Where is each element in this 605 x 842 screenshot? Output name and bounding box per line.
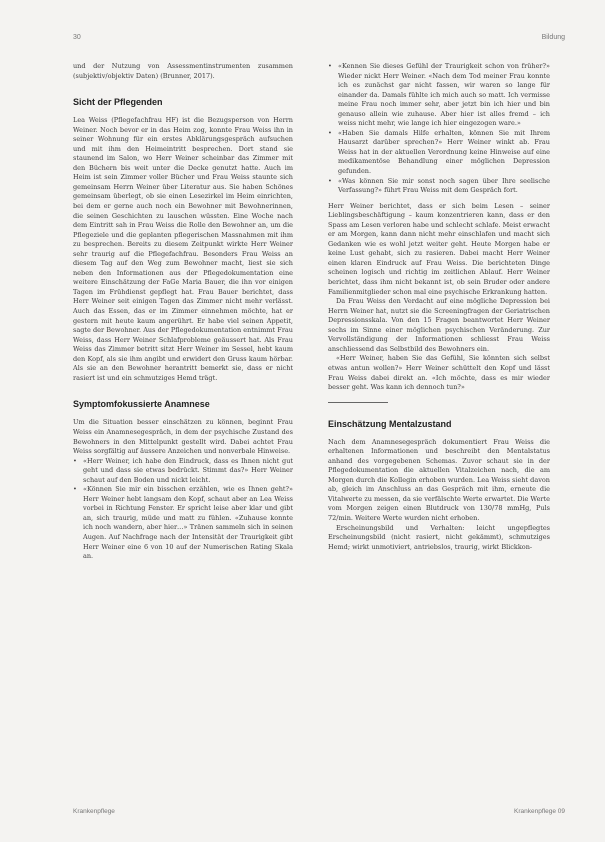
section-heading-sicht: Sicht der Pflegenden: [73, 97, 163, 108]
footer-left: Krankenpflege: [73, 808, 115, 815]
section-label: Bildung: [541, 34, 565, 41]
section-heading-anamnese: Symptomfokussierte Anamnese: [73, 399, 210, 410]
body-paragraph: Da Frau Weiss den Verdacht auf eine mögliche Depression bei Herrn Weiner hat, nutzt sie die Screeningfragen der Geriatrischen Depressionsskala. Von den 15 Fragen beantwortet Herr Weiner sechs im Sinne einer möglichen psychischen Veränderung. Zur Vervollständigung der Informationen schliesst Frau Weiss anschliessend das Selbstbild des Bewohners ein.: [328, 297, 550, 353]
left-column: [73, 62, 293, 562]
page-header: [73, 34, 565, 46]
body-paragraph: Lea Weiss (Pflegefachfrau HF) ist die Bezugsperson von Herrn Weiner. Noch bevor er in das Heim zog, konnte Frau Weiss ihn in seiner Wohnung für ein erstes Abklärungsgespräch aufsuchen und mit ihm den Heimeintritt besprechen. Dort stand sie staunend im Salon, wo Herr Weiner scheinbar das Zimmer mit den Büchern bis weit unter die Decke genutzt hatte. Auch im Heim ist sein Zimmer voller Bücher und Frau Weiss staunte sich gemeinsam Herrn Weiner über Literatur aus. Sie haben Schönes gemeinsam überlegt, ob sie einen Lesezirkel im Heim einrichten, bei dem er gerne auch noch ein Bewohner mit Bewohnerinnen, die seinen Geschichten zu lauschen wüssten. Eine Woche nach dem Eintritt sah in Frau Weiss die Rolle den Bewohner an, um die Pflegeziele und die geplanten pflegerischen Massnahmen mit ihm zu besprechen. Bereits zu diesem Zeitpunkt wirkte Herr Weiner sehr traurig auf die Pflegefachfrau. Besonders Frau Weiss an diesem Tag auf den Weg zum Bewohner macht, liest sie sich neben den Informationen aus der Pflegedokumentation eine weitere Einschätzung der FaGe Maria Bauer, die ihn vor einigen Tagen im Frühdienst gepflegt hat. Frau Bauer berichtet, dass Herr Weiner seit einigen Tagen das Zimmer nicht mehr verlässt. Auch das Essen, das er im Zimmer einnehmen möchte, hat er gestern mit heute kaum angerührt. Er habe viel seinen Appetit, sagte der Bewohner. Aus der Pflegedokumentation entnimmt Frau Weiss, dass Herr Weiner Schlafprobleme geäussert hat. Als Frau Weiss das Zimmer betritt sitzt Herr Weiner im Sessel, hebt kaum den Kopf, als sie ihm angibt und erwidert den Gruss kaum hörbar. Als sie an den Bewohner herantritt bemerkt sie, dass er nicht rasiert ist und ein schmutziges Hemd trägt.: [73, 116, 293, 382]
body-paragraph: «Herr Weiner, haben Sie das Gefühl, Sie könnten sich selbst etwas antun wollen?» Herr Weiner schüttelt den Kopf und lässt Frau Weiss dabei direkt an. «Ich möchte, dass es mir wieder besser geht. Was kann ich dennoch tun?»: [328, 354, 550, 392]
section-divider: [328, 402, 388, 403]
body-paragraph: Nach dem Anamnesegespräch dokumentiert Frau Weiss die erhaltenen Informationen und beschreibt den Mentalstatus anhand des vorgegebenen Schemas. Zuvor schaut sie in der Pflegedokumentation die aktuellen Vitalzeichen nach, die am Morgen durch die Kollegin erhoben wurden. Lea Weiss sieht davon ab, gleich im Anschluss an das Gespräch mit ihm, erneute die Vitalwerte zu messen, da sie verfälschte Werte erwartet. Die Werte vom Morgen zeigen einen Blutdruck von 130/78 mmHg, Puls 72/min. Weitere Werte wurden nicht erhoben.: [328, 437, 550, 522]
list-item: • «Haben Sie damals Hilfe erhalten, können Sie mit Ihrem Hausarzt darüber sprechen?» Herr Weiner winkt ab. Frau Weiss hat in der aktuellen Verordnung keine Hinweise auf eine medikamentöse Behandlung einer möglichen Depression gefunden.: [328, 129, 550, 177]
body-paragraph: Herr Weiner berichtet, dass er sich beim Lesen – seiner Lieblingsbeschäftigung – kaum konzentrieren kann, dass er den Spass am Lesen verloren habe und schlecht schlafe. Meist erwacht er am Morgen, kann dann nicht mehr einschlafen und macht sich Gedanken wie es wohl jetzt weiter geht. Heute Morgen habe er keine Lust gehabt, sich zu rasieren. Dabei macht Herr Weiner einen klaren Eindruck auf Frau Weiss. Die berichteten Dinge scheinen logisch und richtig im zeitlichen Ablauf. Herr Weiner berichtet, dass ihm nicht bekannt ist, ob sein Bruder oder andere Familienmitglieder schon mal eine psychische Erkrankung hatten.: [328, 201, 551, 296]
intro-paragraph: und der Nutzung von Assessmentinstrumenten zusammen (subjektiv/objektiv Daten) (Brunner, 2017).: [73, 62, 293, 80]
body-paragraph: Erscheinungsbild und Verhalten: leicht ungepflegtes Erscheinungsbild (nicht rasiert, nicht gekämmt), schmutziges Hemd; wirkt unmotiviert, antriebslos, traurig, wirkt Blickkon-: [328, 523, 550, 551]
footer-right: Krankenpflege 09: [514, 808, 565, 815]
list-item: • «Was können Sie mir sonst noch sagen über Ihre seelische Verfassung?» führt Frau Weiss mit dem Gespräch fort.: [328, 177, 550, 196]
page-number: 30: [73, 34, 81, 41]
section-heading-mentalzustand: Einschätzung Mentalzustand: [328, 418, 452, 429]
list-item: • «Können Sie mir ein bisschen erzählen, wie es Ihnen geht?» Herr Weiner hebt langsam den Kopf, schaut aber an Lea Weiss vorbei in Richtung Fenster. Er spricht leise aber klar und gibt an, sich traurig, müde und matt zu fühlen. «Zuhause konnte ich noch wandern, aber hier…» Tränen sammeln sich in seinen Augen. Auf Nachfrage nach der Intensität der Traurigkeit gibt Herr Weiner eine 6 von 10 auf der Numerischen Rating Skala an.: [73, 485, 293, 561]
bullet-list: [328, 62, 550, 196]
list-item: • «Herr Weiner, ich habe den Eindruck, dass es Ihnen nicht gut geht und dass sie etwas bedrückt. Stimmt das?» Herr Weiner schaut auf den Boden und nickt leicht.: [73, 457, 293, 486]
page-footer: [73, 808, 565, 820]
list-item: • «Kennen Sie dieses Gefühl der Traurigkeit schon von früher?» Wieder nickt Herr Weiner. «Nach dem Tod meiner Frau konnte ich es zunächst gar nicht fassen, wir waren so lange für einander da. Damals fühlte ich mich auch so matt. Ich vermisse meine Frau noch immer sehr, aber jetzt bin ich hier und bin genauso allein wie zuhause. Aber hier ist alles fremd – ich weiss nicht mehr, wie lange ich hier eingezogen ware.»: [328, 62, 550, 129]
bullet-list: [73, 457, 293, 562]
right-column: [328, 62, 550, 552]
body-paragraph: Um die Situation besser einschätzen zu können, beginnt Frau Weiss ein Anamnesegespräch, in dem der psychische Zustand des Bewohners in den Mittelpunkt gestellt wird. Dabei achtet Frau Weiss sorgfältig auf äussere Anzeichen und nonverbale Hinweise.: [73, 418, 293, 456]
